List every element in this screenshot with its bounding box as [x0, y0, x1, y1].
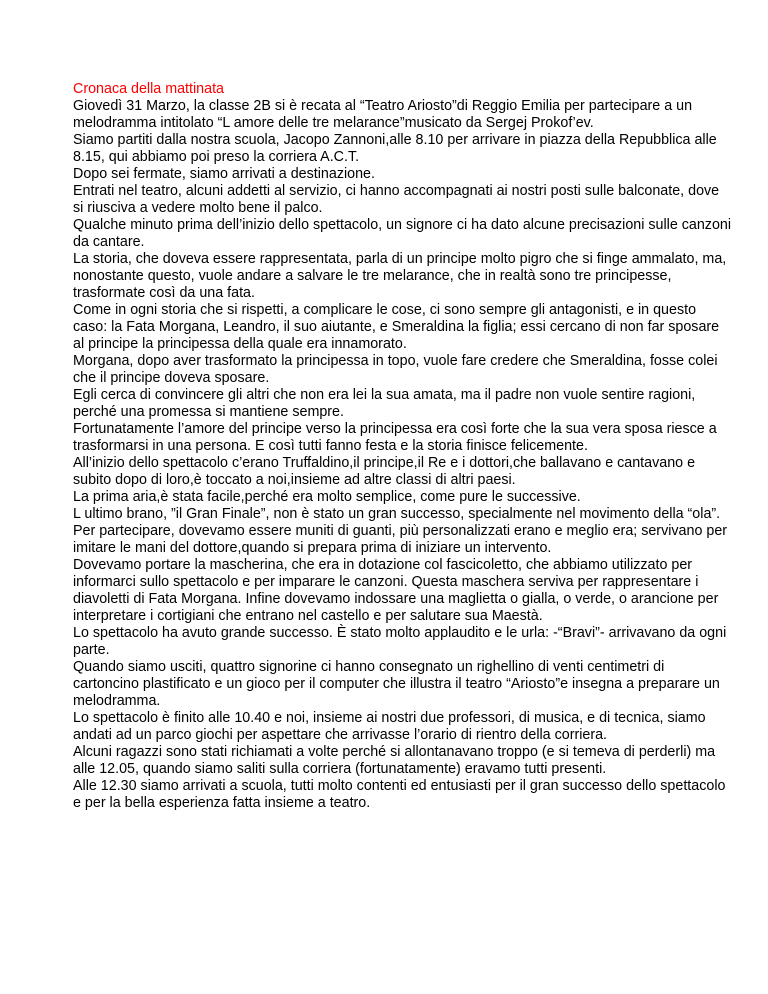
document-title: Cronaca della mattinata: [73, 81, 224, 97]
paragraph-5: Qualche minuto prima dell’inizio dello spettacolo, un signore ci ha dato alcune precisazioni sulle canzoni da cantare.: [73, 217, 732, 250]
paragraph-18: Lo spettacolo è finito alle 10.40 e noi, insieme ai nostri due professori, di musica, e di tecnica, siamo andati ad un parco giochi per aspettare che arrivasse l’orario di rientro della corriera.: [73, 710, 706, 743]
paragraph-19: Alcuni ragazzi sono stati richiamati a volte perché si allontanavano troppo (e si temeva di perderli) ma alle 12.05, quando siamo saliti sulla corriera (fortunatamente) eravamo tutti presenti.: [73, 744, 716, 777]
paragraph-15: Dovevamo portare la mascherina, che era in dotazione col fascicoletto, che abbiamo utilizzato per informarci sullo spettacolo e per imparare le canzoni. Questa maschera serviva per rappresentare i diavoletti di Fata Morgana. Infine dovevamo indossare una maglietta o gialla, o verde, o arancione per interpretare i cortigiani che entrano nel castello e per salutare sua Maestà.: [73, 557, 719, 624]
paragraph-4: Entrati nel teatro, alcuni addetti al servizio, ci hanno accompagnati ai nostri posti sulle balconate, dove si riusciva a vedere molto bene il palco.: [73, 183, 720, 216]
paragraph-1: Giovedì 31 Marzo, la classe 2B si è recata al “Teatro Ariosto”di Reggio Emilia per partecipare a un melodramma intitolato “L amore delle tre melarance”musicato da Sergej Prokof’ev.: [73, 98, 693, 131]
paragraph-13: L ultimo brano, ”il Gran Finale”, non è stato un gran successo, specialmente nel movimento della “ola”.: [73, 506, 721, 522]
paragraph-9: Egli cerca di convincere gli altri che non era lei la sua amata, ma il padre non vuole sentire ragioni, perché una promessa si mantiene sempre.: [73, 387, 696, 420]
paragraph-3: Dopo sei fermate, siamo arrivati a destinazione.: [73, 166, 375, 182]
paragraph-14: Per partecipare, dovevamo essere muniti di guanti, più personalizzati erano e meglio era; servivano per imitare le mani del dottore,quando si prepara prima di iniziare un intervento.: [73, 523, 728, 556]
paragraph-11: All’inizio dello spettacolo c’erano Truffaldino,il principe,il Re e i dottori,che ballavano e cantavano e subito dopo di loro,è toccato a noi,insieme ad altre classi di altri paesi.: [73, 455, 696, 488]
paragraph-7: Come in ogni storia che si rispetti, a complicare le cose, ci sono sempre gli antagonisti, e in questo caso: la Fata Morgana, Leandro, il suo aiutante, e Smeraldina la figlia; essi cercano di non far sposare al principe la principessa della quale era innamorato.: [73, 302, 720, 352]
paragraph-12: La prima aria,è stata facile,perché era molto semplice, come pure le successive.: [73, 489, 581, 505]
paragraph-17: Quando siamo usciti, quattro signorine ci hanno consegnato un righellino di venti centimetri di cartoncino plastificato e un gioco per il computer che illustra il teatro “Ariosto”e insegna a preparare un melodramma.: [73, 659, 720, 709]
paragraph-2: Siamo partiti dalla nostra scuola, Jacopo Zannoni,alle 8.10 per arrivare in piazza della Repubblica alle 8.15, qui abbiamo poi preso la corriera A.C.T.: [73, 132, 717, 165]
paragraph-6: La storia, che doveva essere rappresentata, parla di un principe molto pigro che si finge ammalato, ma, nonostante questo, vuole andare a salvare le tre melarance, che in realtà sono tre principesse, trasformate così da una fata.: [73, 251, 727, 301]
paragraph-8: Morgana, dopo aver trasformato la principessa in topo, vuole fare credere che Smeraldina, fosse colei che il principe doveva sposare.: [73, 353, 718, 386]
paragraph-16: Lo spettacolo ha avuto grande successo. È stato molto applaudito e le urla: -“Bravi”- arrivavano da ogni parte.: [73, 625, 727, 658]
document-page: [73, 81, 733, 812]
document-body: [73, 98, 733, 812]
paragraph-20: Alle 12.30 siamo arrivati a scuola, tutti molto contenti ed entusiasti per il gran successo dello spettacolo e per la bella esperienza fatta insieme a teatro.: [73, 778, 726, 811]
paragraph-10: Fortunatamente l’amore del principe verso la principessa era così forte che la sua vera sposa riesce a trasformarsi in una persona. E così tutti fanno festa e la storia finisce felicemente.: [73, 421, 717, 454]
